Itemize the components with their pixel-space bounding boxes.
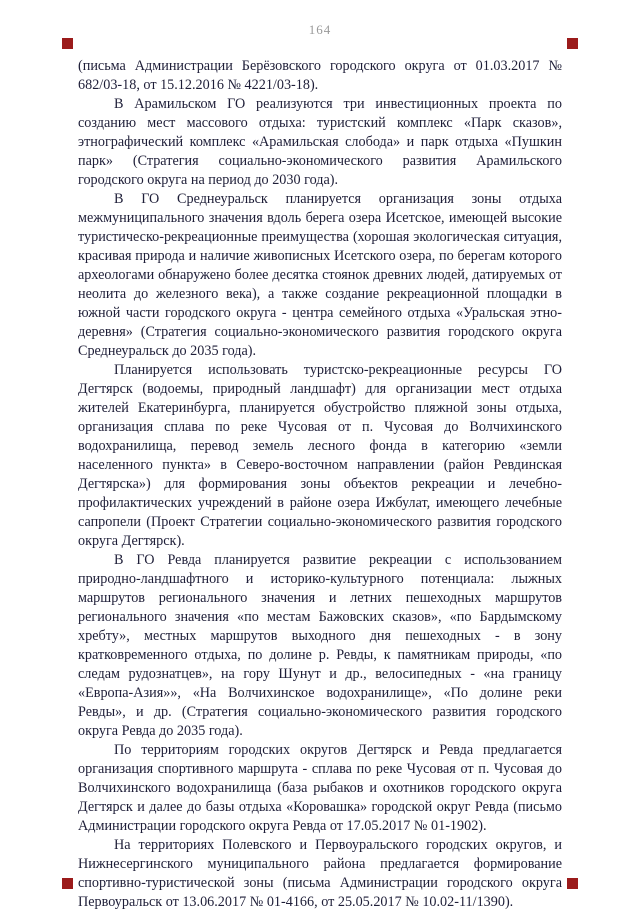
paragraph-continuation: (письма Администрации Берёзовского городского округа от 01.03.2017 № 682/03-18, от 15.12.2016 № 4221/03-18). (78, 58, 562, 93)
page-number: 164 (308, 22, 332, 37)
paragraph: На территориях Полевского и Первоуральского городских округов, и Нижнесергинского муниципального района предлагается формирование спортивно-туристической зоны (письма Администрации городского округа Первоуральск от 13.06.2017 № 01-4166, от 25.05.2017 № 10.02-11/1390). (78, 837, 562, 910)
crop-marker-top-left (62, 38, 73, 49)
paragraph: В ГО Ревда планируется развитие рекреации с использованием природно-ландшафтного и историко-культурного потенциала: лыжных маршрутов регионального значения и летних пешеходных маршрутов регионального значения «по местам Бажовских сказов», «по Бардымскому хребту», местных маршрутов выходного дня пешеходных - в зону кратковременного отдыха, по долине р. Ревды, к памятникам природы, «по следам рудознатцев», на гору Шунут и др., велосипедных - «на границу «Европа-Азия»», «На Волчихинское водохранилище», «По долине реки Ревды», и др. (Стратегия социально-экономического развития городского округа Ревда до 2035 года). (78, 552, 562, 739)
page-content (78, 57, 562, 912)
crop-marker-bottom-right (567, 878, 578, 889)
crop-marker-top-right (567, 38, 578, 49)
paragraph: Планируется использовать туристско-рекреационные ресурсы ГО Дегтярск (водоемы, природный ландшафт) для организации мест отдыха жителей Екатеринбурга, планируется обустройство пляжной зоны отдыха, организация сплава по реке Чусовая от п. Чусовая до Волчихинского водохранилища, перевод земель лесного фонда в категорию «земли населенного пункта» в Северо-восточном направлении (район Ревдинская Дегтярска») для формирования зоны объектов рекреации и лечебно-профилактических учреждений в районе озера Ижбулат, имеющего лечебные сапропели (Проект Стратегии социально-экономического развития городского округа Дегтярск). (78, 362, 562, 549)
paragraph: По территориям городских округов Дегтярск и Ревда предлагается организация спортивного маршрута - сплава по реке Чусовая от п. Чусовая до Волчихинского водохранилища (база рыбаков и охотников городского округа Дегтярск и далее до базы отдыха «Коровашка» городской округ Ревда (письмо Администрации городского округа Ревда от 17.05.2017 № 01-1902). (78, 742, 562, 834)
paragraph: В ГО Среднеуральск планируется организация зоны отдыха межмуниципального значения вдоль берега озера Исетское, имеющей высокие туристическо-рекреационные преимущества (хорошая экологическая ситуация, красивая природа и наличие живописных Исетского озера, по берегам которого археологами обнаружено более десятка стоянок древних людей, датируемых от неолита до железного века), а также создание рекреационной площадки в южной части городского округа - центра семейного отдыха «Уральская этно-деревня» (Стратегия социально-экономического развития городского округа Среднеуральск до 2035 года). (78, 191, 562, 359)
crop-marker-bottom-left (62, 878, 73, 889)
paragraph: В Арамильском ГО реализуются три инвестиционных проекта по созданию мест массового отдыха: туристский комплекс «Парк сказов», этнографический комплекс «Арамильская слобода» и парк отдыха «Пушкин парк» (Стратегия социально-экономического развития Арамильского городского округа на период до 2030 года). (78, 96, 562, 188)
